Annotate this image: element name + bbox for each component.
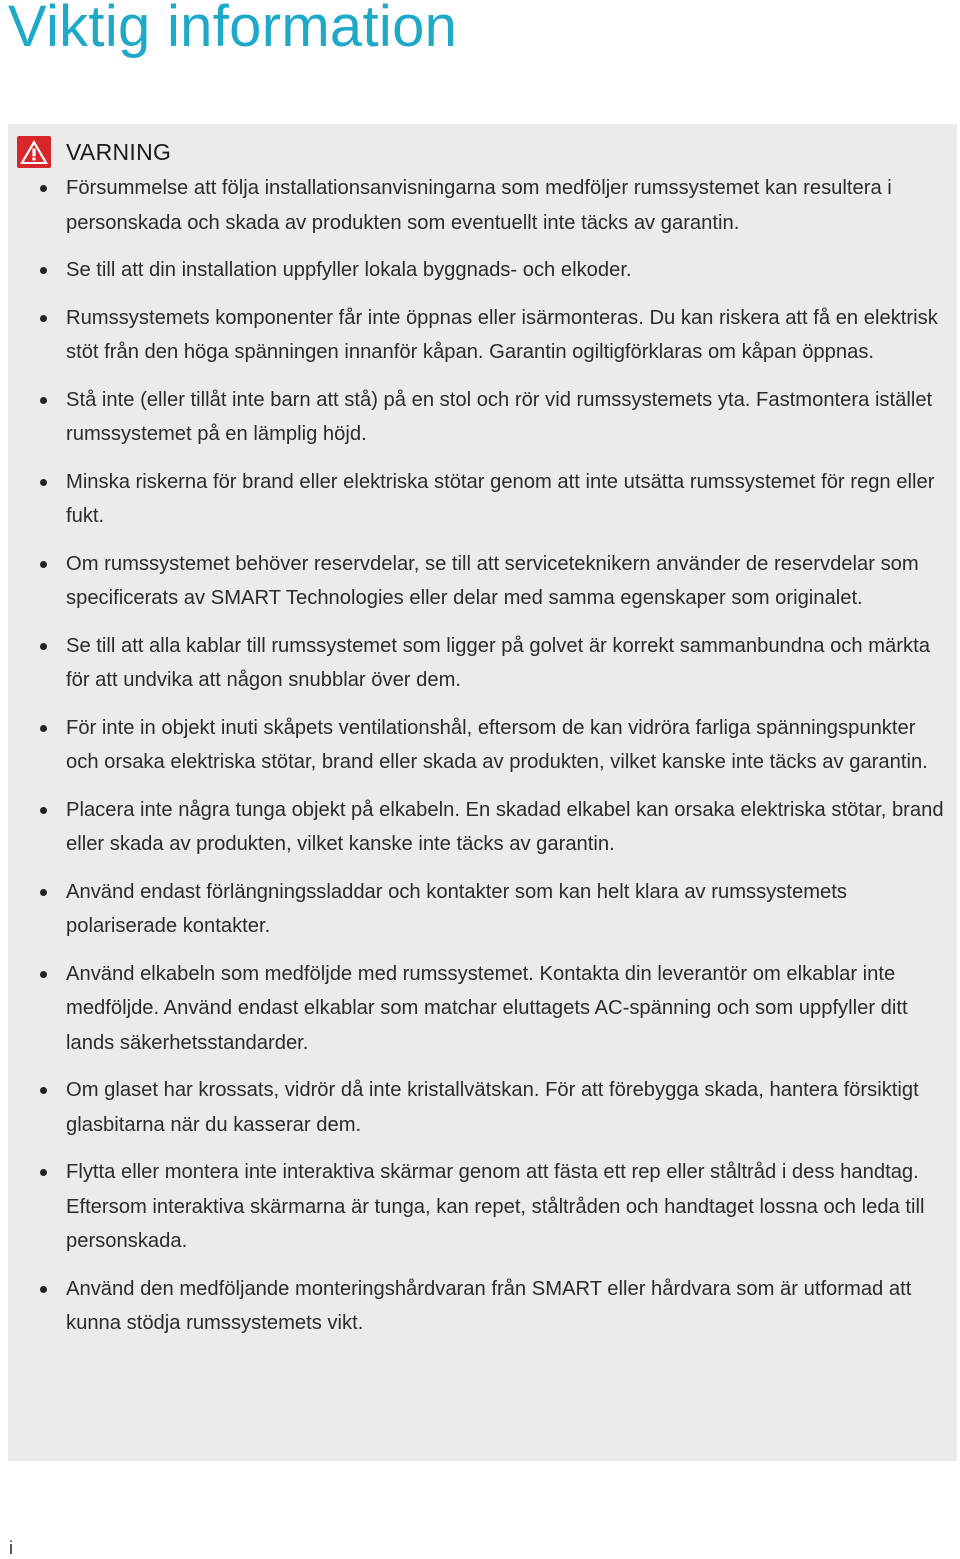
warning-item: Se till att din installation uppfyller lokala byggnads- och elkoder. (8, 253, 957, 288)
warning-item: Rumssystemets komponenter får inte öppnas eller isärmonteras. Du kan riskera att få en elektrisk stöt från den höga spänningen innanför kåpan. Garantin ogiltigförklaras om kåpan öppnas. (8, 301, 957, 370)
warning-item: Om rumssystemet behöver reservdelar, se till att serviceteknikern använder de reservdelar som specificerats av SMART Technologies eller delar med samma egenskaper som originalet. (8, 547, 957, 616)
warning-list (8, 171, 957, 1354)
warning-item: Använd endast förlängningssladdar och kontakter som kan helt klara av rumssystemets polariserade kontakter. (8, 875, 957, 944)
warning-heading: VARNING (66, 138, 172, 165)
warning-item: Placera inte några tunga objekt på elkabeln. En skadad elkabel kan orsaka elektriska stötar, brand eller skada av produkten, vilket kanske inte täcks av garantin. (8, 793, 957, 862)
warning-item: Använd den medföljande monteringshårdvaran från SMART eller hårdvara som är utformad att kunna stödja rumssystemets vikt. (8, 1272, 957, 1341)
page-title: Viktig information (8, 0, 458, 59)
warning-header (17, 134, 171, 170)
warning-item: För inte in objekt inuti skåpets ventilationshål, eftersom de kan vidröra farliga spänningspunkter och orsaka elektriska stötar, brand eller skada av produkten, vilket kanske inte täcks av garantin. (8, 711, 957, 780)
warning-item: Se till att alla kablar till rumssystemet som ligger på golvet är korrekt sammanbundna och märkta för att undvika att någon snubblar över dem. (8, 629, 957, 698)
page-number: i (9, 1538, 13, 1558)
warning-box (8, 124, 957, 1461)
warning-item: Stå inte (eller tillåt inte barn att stå) på en stol och rör vid rumssystemets yta. Fastmontera istället rumssystemet på en lämplig höjd. (8, 383, 957, 452)
warning-item: Använd elkabeln som medföljde med rumssystemet. Kontakta din leverantör om elkablar inte medföljde. Använd endast elkablar som matchar eluttagets AC-spänning och som uppfyller ditt lands säkerhetsstandarder. (8, 957, 957, 1061)
warning-item: Om glaset har krossats, vidrör då inte kristallvätskan. För att förebygga skada, hantera försiktigt glasbitarna när du kasserar dem. (8, 1073, 957, 1142)
warning-item: Flytta eller montera inte interaktiva skärmar genom att fästa ett rep eller ståltråd i dess handtag. Eftersom interaktiva skärmarna är tunga, kan repet, ståltråden och handtaget lossna och leda till personskada. (8, 1155, 957, 1259)
warning-triangle-icon (17, 136, 51, 168)
warning-item: Försummelse att följa installationsanvisningarna som medföljer rumssystemet kan resultera i personskada och skada av produkten som eventuellt inte täcks av garantin. (8, 171, 957, 240)
warning-item: Minska riskerna för brand eller elektriska stötar genom att inte utsätta rumssystemet för regn eller fukt. (8, 465, 957, 534)
